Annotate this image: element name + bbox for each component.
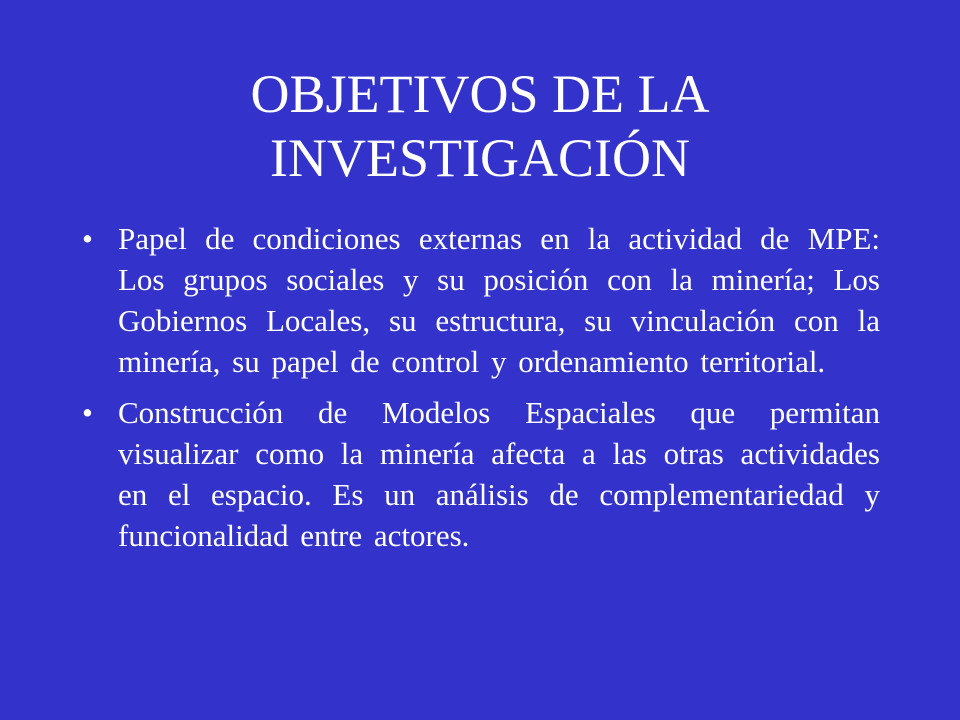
slide-title-line-1: OBJETIVOS DE LA xyxy=(250,64,710,124)
bullet-item-spatial-models xyxy=(80,392,880,556)
bullet-icon: • xyxy=(82,221,93,256)
slide-title-line-2: INVESTIGACIÓN xyxy=(270,128,690,188)
bullet-text: Construcción de Modelos Espaciales que permitan visualizar como la minería afecta a las otras actividades en el espacio. Es un análisis de complementariedad y funcionalidad entre actores. xyxy=(118,395,880,553)
slide-title xyxy=(80,62,880,190)
bullet-list xyxy=(80,218,880,566)
bullet-item-external-conditions xyxy=(80,218,880,382)
bullet-icon: • xyxy=(82,395,93,430)
bullet-text: Papel de condiciones externas en la actividad de MPE: Los grupos sociales y su posición con la minería; Los Gobiernos Locales, su estructura, su vinculación con la minería, su papel de control y ordenamiento territorial. xyxy=(118,221,880,379)
